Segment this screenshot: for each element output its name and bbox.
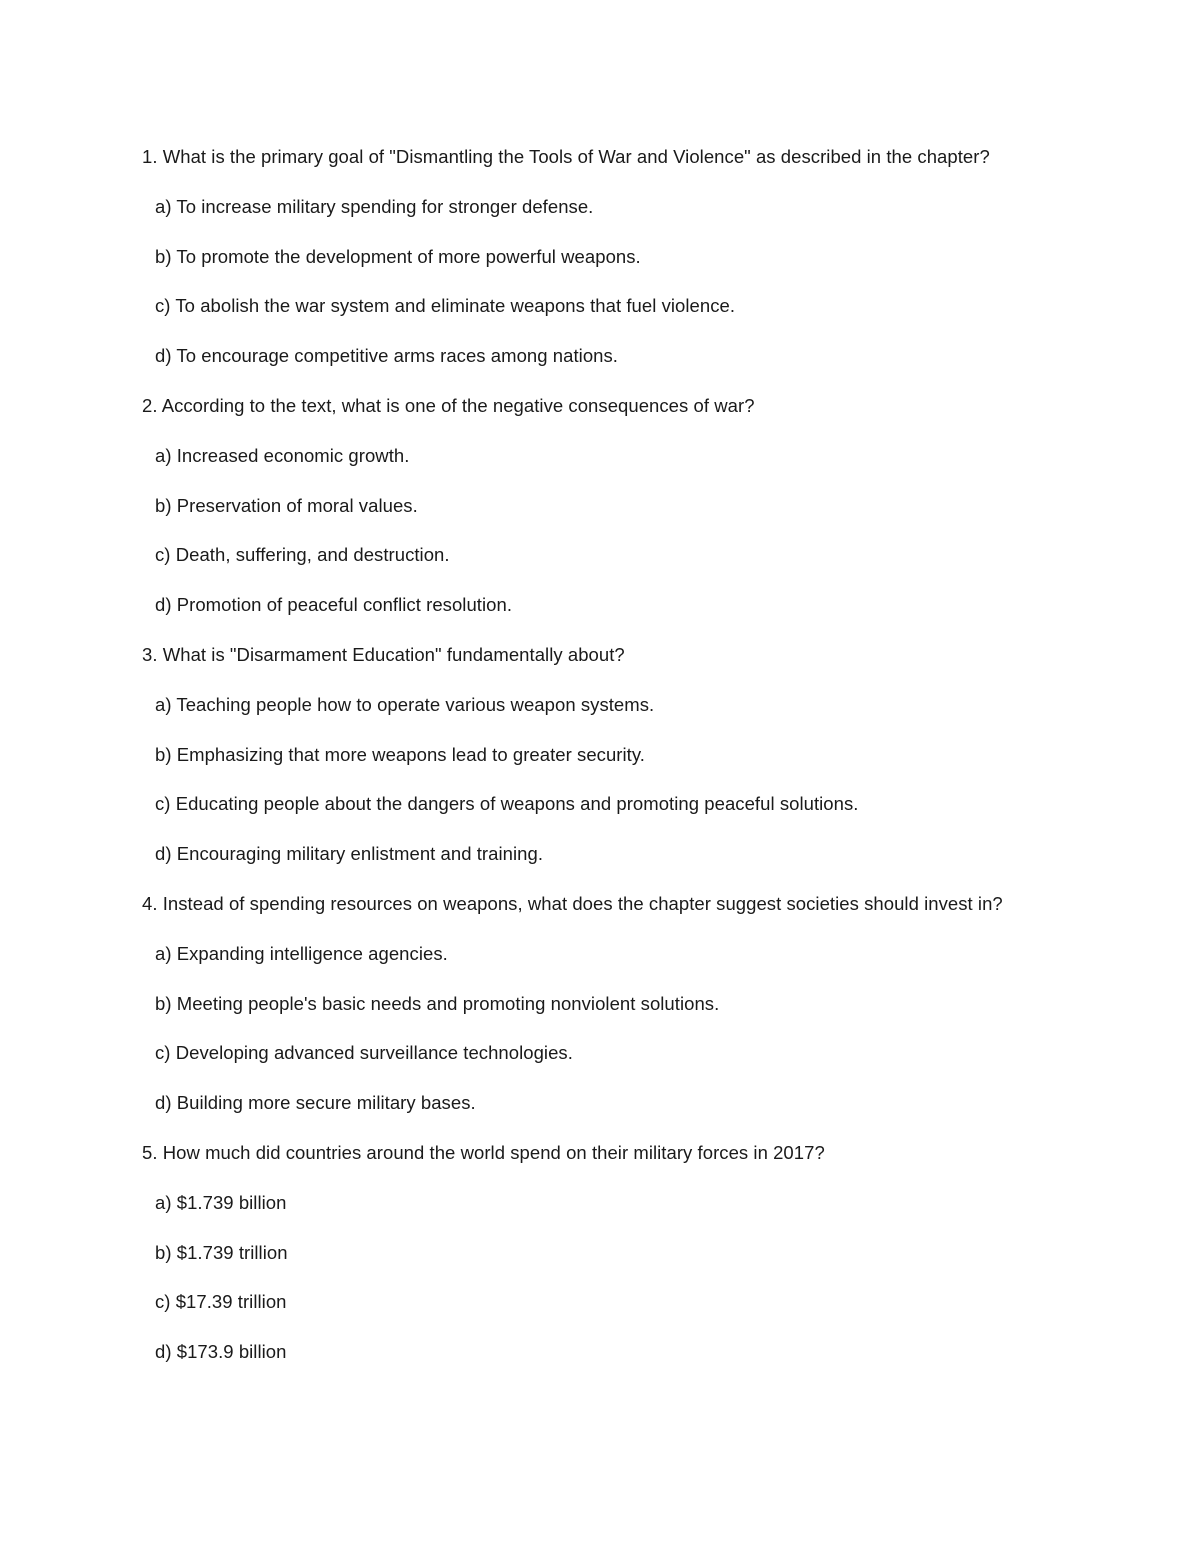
answer-option: a) Expanding intelligence agencies. <box>155 942 448 964</box>
answer-option: d) Building more secure military bases. <box>155 1092 476 1114</box>
question-2 <box>142 392 1142 641</box>
question-3 <box>142 641 1142 890</box>
question-text: 2. According to the text, what is one of the negative consequences of war? <box>142 394 755 416</box>
answer-option: d) Promotion of peaceful conflict resolution. <box>155 594 513 616</box>
answer-option: a) To increase military spending for stronger defense. <box>155 195 594 217</box>
question-4 <box>142 890 1142 1139</box>
question-text: 3. What is "Disarmament Education" fundamentally about? <box>142 643 625 665</box>
answer-option: c) Educating people about the dangers of weapons and promoting peaceful solutions. <box>155 793 859 815</box>
question-1 <box>142 143 1142 392</box>
question-text: 5. How much did countries around the world spend on their military forces in 2017? <box>142 1141 825 1163</box>
answer-option: b) Preservation of moral values. <box>155 494 418 516</box>
answer-option: a) $1.739 billion <box>155 1191 287 1213</box>
question-5 <box>142 1139 1142 1388</box>
answer-option: d) $173.9 billion <box>155 1341 287 1363</box>
answer-option: c) To abolish the war system and eliminate weapons that fuel violence. <box>155 295 736 317</box>
question-text: 4. Instead of spending resources on weapons, what does the chapter suggest societies should invest in? <box>142 892 1003 914</box>
answer-option: c) $17.39 trillion <box>155 1291 287 1313</box>
answer-option: d) Encouraging military enlistment and training. <box>155 843 544 865</box>
answer-option: b) To promote the development of more powerful weapons. <box>155 245 641 267</box>
answer-option: d) To encourage competitive arms races among nations. <box>155 345 618 367</box>
answer-option: b) $1.739 trillion <box>155 1241 288 1263</box>
question-text: 1. What is the primary goal of "Dismantling the Tools of War and Violence" as described in the chapter? <box>142 146 990 167</box>
answer-option: a) Increased economic growth. <box>155 444 410 466</box>
answer-option: a) Teaching people how to operate various weapon systems. <box>155 693 655 715</box>
answer-option: c) Developing advanced surveillance technologies. <box>155 1042 573 1064</box>
answer-option: c) Death, suffering, and destruction. <box>155 544 450 566</box>
answer-option: b) Emphasizing that more weapons lead to greater security. <box>155 743 645 765</box>
answer-option: b) Meeting people's basic needs and promoting nonviolent solutions. <box>155 992 720 1014</box>
quiz-questions <box>142 143 1142 1388</box>
